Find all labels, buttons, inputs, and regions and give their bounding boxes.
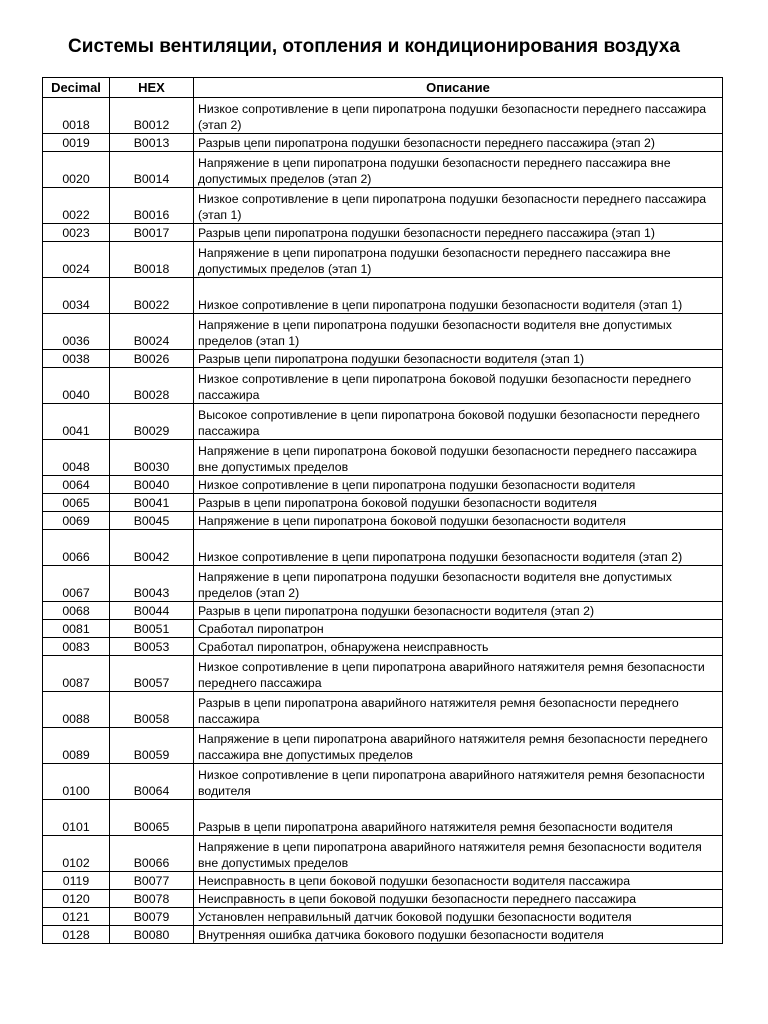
- hex-code-cell: B0080: [110, 926, 194, 944]
- hex-code-cell: B0064: [110, 764, 194, 800]
- hex-code-cell: B0013: [110, 134, 194, 152]
- table-row: [43, 476, 723, 494]
- table-row: [43, 224, 723, 242]
- hex-code-cell: B0029: [110, 404, 194, 440]
- description-cell: Низкое сопротивление в цепи пиропатрона боковой подушки безопасности переднего пассажира: [194, 368, 723, 404]
- table-row: [43, 350, 723, 368]
- decimal-code-cell: 0121: [43, 908, 110, 926]
- description-cell: Внутренняя ошибка датчика бокового подушки безопасности водителя: [194, 926, 723, 944]
- description-cell: Разрыв в цепи пиропатрона аварийного натяжителя ремня безопасности водителя: [194, 800, 723, 836]
- hex-code-cell: B0051: [110, 620, 194, 638]
- table-row: [43, 152, 723, 188]
- table-row: [43, 440, 723, 476]
- hex-code-cell: B0042: [110, 530, 194, 566]
- description-cell: Низкое сопротивление в цепи пиропатрона подушки безопасности водителя: [194, 476, 723, 494]
- decimal-code-cell: 0022: [43, 188, 110, 224]
- description-cell: Установлен неправильный датчик боковой подушки безопасности водителя: [194, 908, 723, 926]
- hex-code-cell: B0057: [110, 656, 194, 692]
- column-header-decimal: Decimal: [43, 78, 110, 98]
- table-row: [43, 188, 723, 224]
- hex-code-cell: B0016: [110, 188, 194, 224]
- table-row: [43, 638, 723, 656]
- table-row: [43, 872, 723, 890]
- description-cell: Напряжение в цепи пиропатрона боковой подушки безопасности переднего пассажира вне допустимых пределов: [194, 440, 723, 476]
- decimal-code-cell: 0067: [43, 566, 110, 602]
- hex-code-cell: B0079: [110, 908, 194, 926]
- decimal-code-cell: 0088: [43, 692, 110, 728]
- decimal-code-cell: 0038: [43, 350, 110, 368]
- hex-code-cell: B0028: [110, 368, 194, 404]
- decimal-code-cell: 0018: [43, 98, 110, 134]
- description-cell: Напряжение в цепи пиропатрона боковой подушки безопасности водителя: [194, 512, 723, 530]
- description-cell: Напряжение в цепи пиропатрона подушки безопасности водителя вне допустимых пределов (этап 2): [194, 566, 723, 602]
- description-cell: Низкое сопротивление в цепи пиропатрона подушки безопасности водителя (этап 2): [194, 530, 723, 566]
- decimal-code-cell: 0036: [43, 314, 110, 350]
- table-row: [43, 800, 723, 836]
- table-row: [43, 620, 723, 638]
- decimal-code-cell: 0089: [43, 728, 110, 764]
- table-body: [43, 98, 723, 944]
- decimal-code-cell: 0120: [43, 890, 110, 908]
- table-row: [43, 512, 723, 530]
- table-row: [43, 908, 723, 926]
- hex-code-cell: B0022: [110, 278, 194, 314]
- hex-code-cell: B0077: [110, 872, 194, 890]
- description-cell: Напряжение в цепи пиропатрона подушки безопасности переднего пассажира вне допустимых пределов (этап 1): [194, 242, 723, 278]
- description-cell: Сработал пиропатрон, обнаружена неисправность: [194, 638, 723, 656]
- column-header-hex: HEX: [110, 78, 194, 98]
- description-cell: Разрыв в цепи пиропатрона боковой подушки безопасности водителя: [194, 494, 723, 512]
- table-row: [43, 404, 723, 440]
- hex-code-cell: B0030: [110, 440, 194, 476]
- table-row: [43, 602, 723, 620]
- description-cell: Напряжение в цепи пиропатрона аварийного натяжителя ремня безопасности водителя вне допустимых пределов: [194, 836, 723, 872]
- table-row: [43, 890, 723, 908]
- table-row: [43, 134, 723, 152]
- hex-code-cell: B0065: [110, 800, 194, 836]
- table-row: [43, 530, 723, 566]
- column-header-description: Описание: [194, 78, 723, 98]
- description-cell: Низкое сопротивление в цепи пиропатрона подушки безопасности переднего пассажира (этап 2): [194, 98, 723, 134]
- codes-table: [42, 77, 723, 944]
- description-cell: Высокое сопротивление в цепи пиропатрона боковой подушки безопасности переднего пассажира: [194, 404, 723, 440]
- decimal-code-cell: 0034: [43, 278, 110, 314]
- decimal-code-cell: 0023: [43, 224, 110, 242]
- hex-code-cell: B0012: [110, 98, 194, 134]
- table-row: [43, 368, 723, 404]
- decimal-code-cell: 0087: [43, 656, 110, 692]
- hex-code-cell: B0026: [110, 350, 194, 368]
- hex-code-cell: B0017: [110, 224, 194, 242]
- table-row: [43, 314, 723, 350]
- decimal-code-cell: 0100: [43, 764, 110, 800]
- table-row: [43, 656, 723, 692]
- decimal-code-cell: 0041: [43, 404, 110, 440]
- description-cell: Разрыв в цепи пиропатрона аварийного натяжителя ремня безопасности переднего пассажира: [194, 692, 723, 728]
- table-row: [43, 566, 723, 602]
- description-cell: Разрыв цепи пиропатрона подушки безопасности водителя (этап 1): [194, 350, 723, 368]
- decimal-code-cell: 0081: [43, 620, 110, 638]
- decimal-code-cell: 0019: [43, 134, 110, 152]
- hex-code-cell: B0018: [110, 242, 194, 278]
- description-cell: Разрыв цепи пиропатрона подушки безопасности переднего пассажира (этап 1): [194, 224, 723, 242]
- hex-code-cell: B0053: [110, 638, 194, 656]
- description-cell: Низкое сопротивление в цепи пиропатрона аварийного натяжителя ремня безопасности водителя: [194, 764, 723, 800]
- description-cell: Разрыв в цепи пиропатрона подушки безопасности водителя (этап 2): [194, 602, 723, 620]
- table-header-row: [43, 78, 723, 98]
- table-row: [43, 728, 723, 764]
- description-cell: Низкое сопротивление в цепи пиропатрона подушки безопасности водителя (этап 1): [194, 278, 723, 314]
- table-row: [43, 98, 723, 134]
- hex-code-cell: B0066: [110, 836, 194, 872]
- hex-code-cell: B0059: [110, 728, 194, 764]
- decimal-code-cell: 0066: [43, 530, 110, 566]
- decimal-code-cell: 0068: [43, 602, 110, 620]
- table-row: [43, 692, 723, 728]
- description-cell: Напряжение в цепи пиропатрона подушки безопасности переднего пассажира вне допустимых пределов (этап 2): [194, 152, 723, 188]
- description-cell: Низкое сопротивление в цепи пиропатрона подушки безопасности переднего пассажира (этап 1): [194, 188, 723, 224]
- description-cell: Сработал пиропатрон: [194, 620, 723, 638]
- decimal-code-cell: 0024: [43, 242, 110, 278]
- hex-code-cell: B0045: [110, 512, 194, 530]
- hex-code-cell: B0014: [110, 152, 194, 188]
- hex-code-cell: B0044: [110, 602, 194, 620]
- table-row: [43, 494, 723, 512]
- decimal-code-cell: 0040: [43, 368, 110, 404]
- hex-code-cell: B0040: [110, 476, 194, 494]
- page-title: Системы вентиляции, отопления и кондиционирования воздуха: [68, 36, 680, 57]
- table-row: [43, 278, 723, 314]
- decimal-code-cell: 0020: [43, 152, 110, 188]
- description-cell: Неисправность в цепи боковой подушки безопасности водителя пассажира: [194, 872, 723, 890]
- decimal-code-cell: 0065: [43, 494, 110, 512]
- description-cell: Низкое сопротивление в цепи пиропатрона аварийного натяжителя ремня безопасности переднего пассажира: [194, 656, 723, 692]
- decimal-code-cell: 0119: [43, 872, 110, 890]
- table-row: [43, 764, 723, 800]
- description-cell: Напряжение в цепи пиропатрона аварийного натяжителя ремня безопасности переднего пассажира вне допустимых пределов: [194, 728, 723, 764]
- hex-code-cell: B0024: [110, 314, 194, 350]
- decimal-code-cell: 0083: [43, 638, 110, 656]
- hex-code-cell: B0043: [110, 566, 194, 602]
- table-row: [43, 242, 723, 278]
- decimal-code-cell: 0064: [43, 476, 110, 494]
- description-cell: Неисправность в цепи боковой подушки безопасности переднего пассажира: [194, 890, 723, 908]
- hex-code-cell: B0058: [110, 692, 194, 728]
- decimal-code-cell: 0128: [43, 926, 110, 944]
- decimal-code-cell: 0101: [43, 800, 110, 836]
- decimal-code-cell: 0048: [43, 440, 110, 476]
- table-row: [43, 926, 723, 944]
- table-row: [43, 836, 723, 872]
- description-cell: Напряжение в цепи пиропатрона подушки безопасности водителя вне допустимых пределов (этап 1): [194, 314, 723, 350]
- decimal-code-cell: 0102: [43, 836, 110, 872]
- decimal-code-cell: 0069: [43, 512, 110, 530]
- description-cell: Разрыв цепи пиропатрона подушки безопасности переднего пассажира (этап 2): [194, 134, 723, 152]
- hex-code-cell: B0078: [110, 890, 194, 908]
- hex-code-cell: B0041: [110, 494, 194, 512]
